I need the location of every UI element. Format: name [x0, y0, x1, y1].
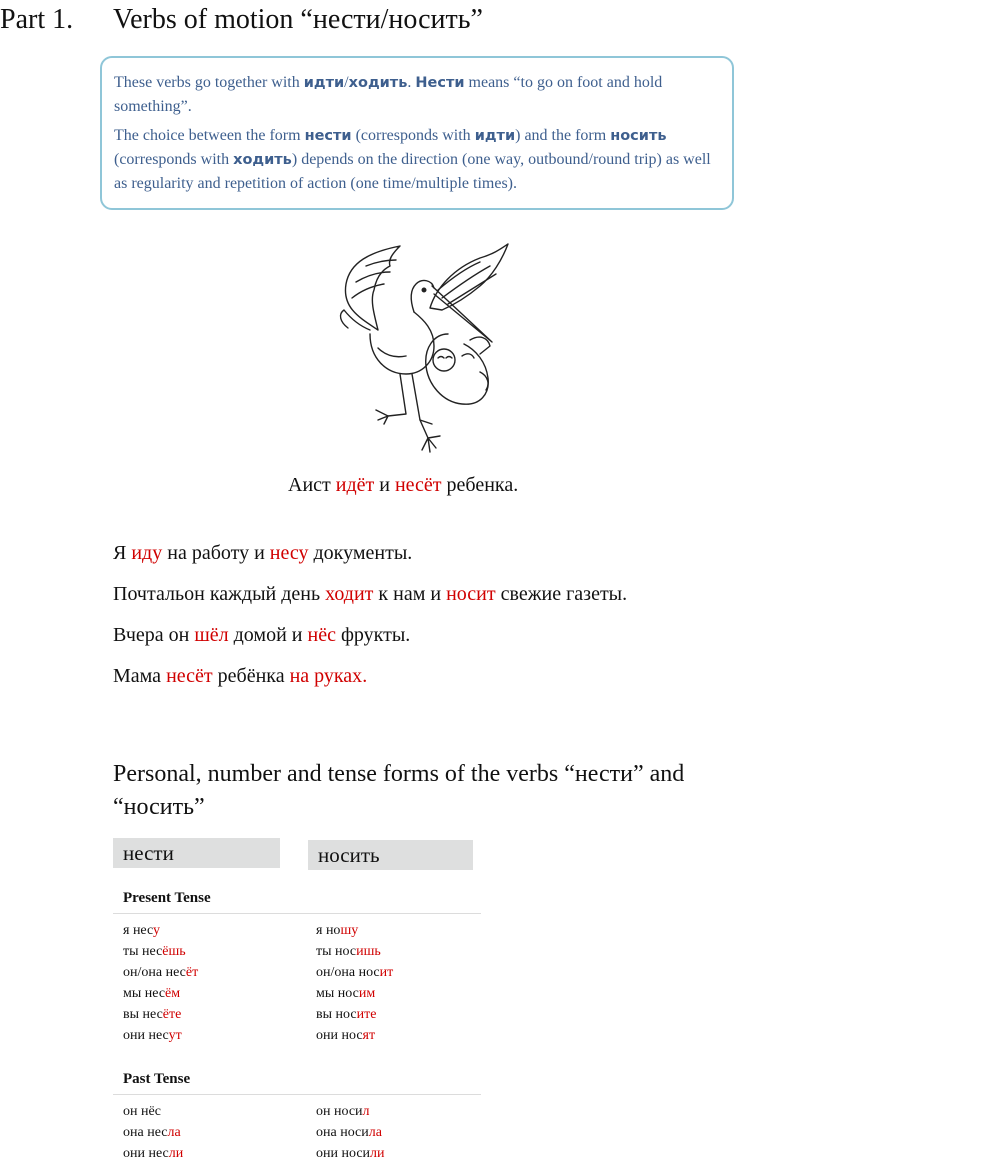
- part-number: Part 1.: [0, 4, 74, 35]
- present-forms-nosit: [316, 920, 393, 1046]
- info-paragraph-2: The choice between the form нести (corresponds with идти) and the form носить (corresponds with ходить) depends on the direction (one way, outbound/round trip) as well as regularity and repetition of action (one time/multiple times).: [114, 127, 711, 192]
- conjugation-form: она несла: [123, 1125, 181, 1140]
- conjugation-form: он/она носит: [316, 965, 394, 980]
- present-forms-nesti: [123, 920, 198, 1046]
- divider: [113, 1094, 481, 1095]
- example-sentence: Я иду на работу и несу документы.: [113, 542, 413, 564]
- conjugation-form: ты носишь: [316, 944, 381, 959]
- conjugation-form: ты несёшь: [123, 944, 186, 959]
- conjugation-form: они носят: [316, 1028, 376, 1043]
- conjugation-form: мы носим: [316, 986, 376, 1001]
- example-sentences: [113, 542, 627, 706]
- illustration-caption: Аист идёт и несёт ребенка.: [288, 474, 519, 496]
- info-box: [100, 56, 734, 210]
- past-forms-nesti: [123, 1101, 183, 1164]
- conjugation-form: он носил: [316, 1104, 370, 1119]
- info-paragraph-1: These verbs go together with идти/ходить. Нести means “to go on foot and hold something”.: [114, 74, 663, 115]
- section-heading: Personal, number and tense forms of the verbs “нести” and “носить”: [113, 761, 685, 820]
- conjugation-form: я несу: [123, 923, 161, 938]
- divider: [113, 913, 481, 914]
- conjugation-form: они несут: [123, 1028, 182, 1043]
- example-sentence: Почтальон каждый день ходит к нам и носит свежие газеты.: [113, 583, 628, 605]
- past-tense-label: Past Tense: [123, 1071, 191, 1087]
- conjugation-form: я ношу: [316, 923, 359, 938]
- conjugation-form: они носили: [316, 1146, 385, 1161]
- example-sentence: Вчера он шёл домой и нёс фрукты.: [113, 624, 411, 646]
- conjugation-form: вы носите: [316, 1007, 377, 1022]
- column-header-nosit: носить: [308, 840, 473, 870]
- stork-carrying-baby-icon: [330, 238, 520, 464]
- past-forms-nosit: [316, 1101, 385, 1164]
- conjugation-form: она носила: [316, 1125, 382, 1140]
- conjugation-form: мы несём: [123, 986, 181, 1001]
- conjugation-form: он/она несёт: [123, 965, 199, 980]
- column-header-nesti: нести: [113, 838, 280, 868]
- conjugation-form: они несли: [123, 1146, 184, 1161]
- page-title: Verbs of motion “нести/носить”: [113, 4, 483, 35]
- conjugation-form: он нёс: [123, 1104, 161, 1119]
- present-tense-label: Present Tense: [123, 890, 211, 906]
- example-sentence: Мама несёт ребёнка на руках.: [113, 665, 368, 687]
- conjugation-form: вы несёте: [123, 1007, 182, 1022]
